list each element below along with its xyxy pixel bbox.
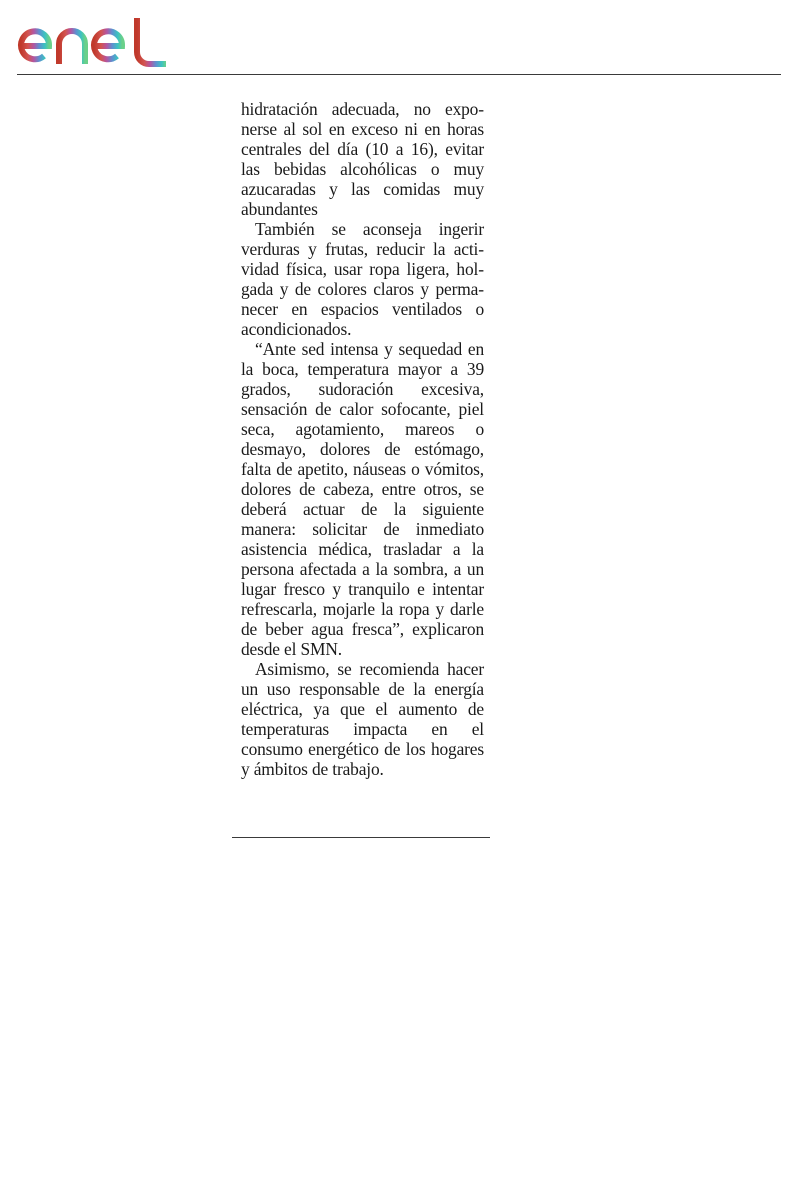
article-paragraph: “Ante sed intensa y sequedad en la boca, temperatura mayor a 39 grados, sudoración excesiva, sensación de calor sofocante, piel seca, agotamiento, mareos o desmayo, dolores de estómago, falta de apetito, náuseas o vómitos, dolores de cabeza, entre otros, se deberá actuar de la siguiente manera: solicitar de inmediato asistencia médica, trasladar a la persona afectada a la sombra, a un lugar fresco y tranquilo e intentar refrescarla, mojarle la ropa y darle de beber agua fresca”, explicaron desde el SMN. (241, 339, 484, 659)
article-end-divider (232, 837, 490, 838)
article-paragraph: Asimismo, se recomienda hacer un uso responsable de la energía eléctrica, ya que el aumento de temperaturas impacta en el consumo energético de los hogares y ámbitos de trabajo. (241, 659, 484, 779)
article-paragraph: hidratación adecuada, no exponerse al sol en exceso ni en horas centrales del día (10 a 16), evitar las bebidas alcohólicas o muy azucaradas y las comidas muy abundantes (241, 99, 484, 219)
header-divider (17, 74, 781, 75)
article-paragraph: También se aconseja ingerir verduras y frutas, reducir la actividad física, usar ropa ligera, holgada y de colores claros y permanecer en espacios ventilados o acondicionados. (241, 219, 484, 339)
page-header (0, 0, 800, 76)
article-body (241, 99, 484, 779)
enel-logo (16, 14, 172, 68)
